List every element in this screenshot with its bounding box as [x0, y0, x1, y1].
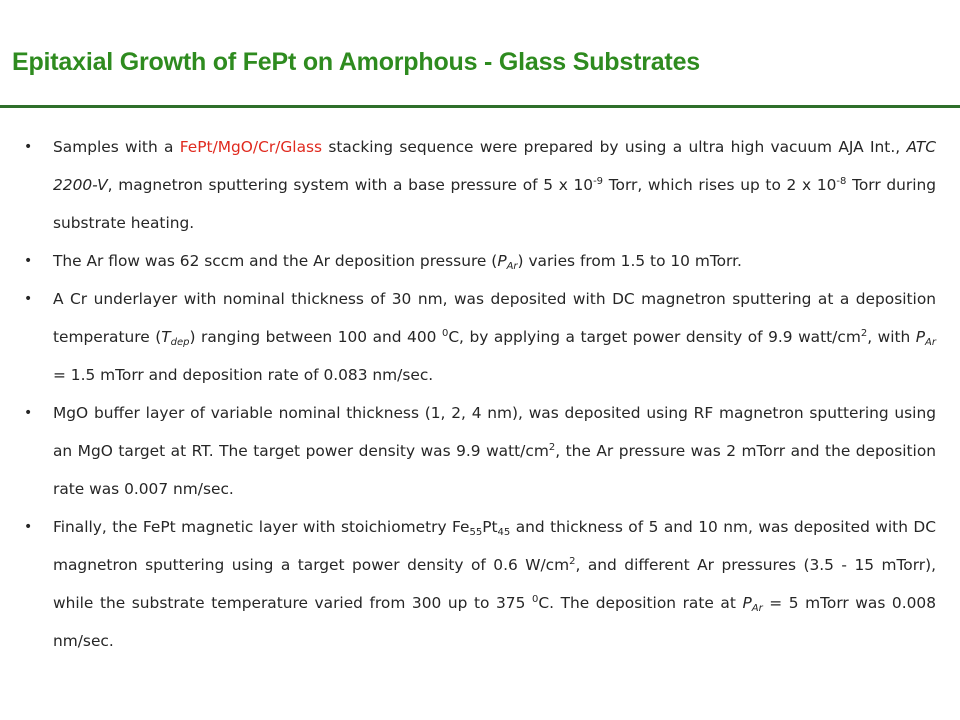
text-run: A Cr underlayer with nominal thickness of 30 nm, was deposited with DC magnetron sputtering at a deposition temperature ( [53, 290, 936, 346]
text-run: Pt [482, 518, 498, 536]
exponent: -9 [593, 176, 604, 187]
text-run: Torr during substrate heating. [53, 176, 936, 232]
text-run: , and different Ar pressures (3.5 - 15 mTorr), while the substrate temperature varied from 300 up to 375 [53, 556, 936, 612]
text-run: ) ranging between 100 and 400 [189, 328, 442, 346]
degree-mark: 0 [531, 594, 539, 605]
text-run: , magnetron sputtering system with a base pressure of 5 x 10 [107, 176, 594, 194]
subscript: Ar [506, 261, 518, 272]
exponent: 2 [569, 556, 576, 567]
text-run: and thickness of 5 and 10 nm, was deposited with DC magnetron sputtering using a target power density of 0.6 W/cm [53, 518, 936, 574]
degree-mark: 0 [441, 328, 449, 339]
text-run: ) varies from 1.5 to 10 mTorr. [517, 252, 742, 270]
bullet-dot-icon: • [24, 253, 33, 269]
symbol-p: P [497, 252, 507, 270]
symbol-t: T [161, 328, 171, 346]
text-run: Torr, which rises up to 2 x 10 [603, 176, 837, 194]
stack-sequence-highlight: FePt/MgO/Cr/Glass [179, 138, 323, 156]
text-run: = 5 mTorr was 0.008 nm/sec. [53, 594, 936, 650]
exponent: 2 [860, 328, 868, 339]
bullet-item-1 [24, 128, 936, 242]
slide-title: Epitaxial Growth of FePt on Amorphous - Glass Substrates [12, 48, 700, 76]
text-run: = 1.5 mTorr and deposition rate of 0.083 nm/sec. [53, 366, 434, 384]
text-run: , the Ar pressure was 2 mTorr and the deposition rate was 0.007 nm/sec. [53, 442, 936, 498]
bullet-item-2 [24, 242, 936, 280]
bullet-dot-icon: • [24, 291, 33, 307]
text-run: MgO buffer layer of variable nominal thickness (1, 2, 4 nm), was deposited using RF magnetron sputtering using an MgO target at RT. The target power density was 9.9 watt/cm [53, 404, 936, 460]
bullet-item-3 [24, 280, 936, 394]
symbol-p: P [742, 594, 752, 612]
text-run: The Ar flow was 62 sccm and the Ar deposition pressure ( [53, 252, 498, 270]
text-run: Samples with a [53, 138, 180, 156]
subscript: 45 [497, 527, 511, 538]
symbol-p: P [915, 328, 926, 346]
bullet-dot-icon: • [24, 519, 33, 535]
system-model: ATC 2200-V [53, 138, 936, 194]
exponent: 2 [548, 442, 556, 453]
subscript: Ar [751, 603, 763, 614]
subscript: 55 [469, 527, 483, 538]
text-run: C, by applying a target power density of 9.9 watt/cm [448, 328, 861, 346]
subscript: Ar [925, 337, 936, 348]
exponent: -8 [836, 176, 847, 187]
title-divider [0, 105, 960, 108]
text-run: Finally, the FePt magnetic layer with stoichiometry Fe [53, 518, 470, 536]
text-run: , with [867, 328, 916, 346]
bullet-item-4 [24, 394, 936, 508]
text-run: stacking sequence were prepared by using a ultra high vacuum AJA Int., [322, 138, 907, 156]
text-run: C. The deposition rate at [538, 594, 743, 612]
bullet-dot-icon: • [24, 139, 33, 155]
bullet-list [24, 128, 936, 660]
subscript: dep [170, 337, 190, 348]
bullet-item-5 [24, 508, 936, 660]
bullet-dot-icon: • [24, 405, 33, 421]
